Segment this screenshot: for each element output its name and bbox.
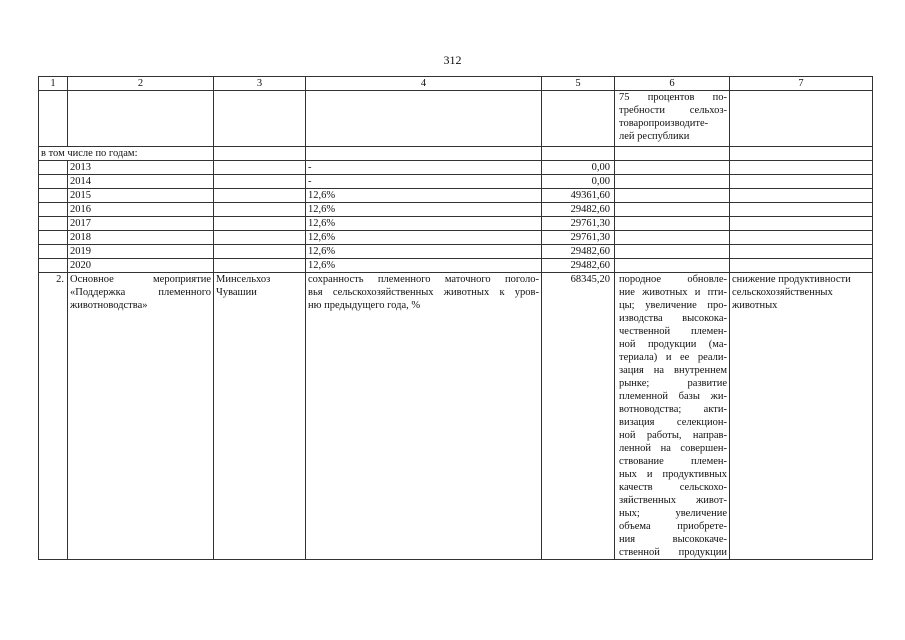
year-cell: 2017: [68, 217, 214, 231]
column-header: 3: [214, 77, 306, 91]
text-line: ню предыдущего года, %: [308, 300, 421, 311]
text-line: сохранность племенного маточного поголо-: [308, 274, 539, 285]
measure-amount: 68345,20: [542, 273, 615, 560]
text-line: качеств сельскохо-: [619, 482, 727, 493]
text-line: животных: [732, 300, 778, 311]
indicator-cell: -: [306, 175, 542, 189]
program-table: [38, 76, 873, 560]
text-line: лей республики: [619, 131, 690, 142]
measure-row: [39, 273, 873, 560]
text-line: племенной базы жи-: [619, 391, 727, 402]
table-row: [39, 245, 873, 259]
year-cell: 2015: [68, 189, 214, 203]
amount-cell: 29761,30: [542, 217, 615, 231]
table-row: [39, 189, 873, 203]
table-row: [39, 203, 873, 217]
year-cell: 2016: [68, 203, 214, 217]
text-line: товаропроизводите-: [619, 118, 709, 129]
measure-result: [615, 273, 730, 560]
measure-indicator: [306, 273, 542, 560]
text-line: требности сельхоз-: [619, 105, 727, 116]
indicator-cell: 12,6%: [306, 245, 542, 259]
years-caption-row: [39, 147, 873, 161]
table-row: [39, 231, 873, 245]
text-line: визация селекцион-: [619, 417, 727, 428]
year-cell: 2020: [68, 259, 214, 273]
text-line: Основное мероприятие: [70, 274, 211, 285]
table-row: [39, 175, 873, 189]
indicator-cell: 12,6%: [306, 231, 542, 245]
text-line: ствование племен-: [619, 456, 727, 467]
text-line: зяйственных живот-: [619, 495, 727, 506]
text-line: породное обновле-: [619, 274, 727, 285]
measure-number: 2.: [39, 273, 68, 560]
year-cell: 2019: [68, 245, 214, 259]
indicator-cell: 12,6%: [306, 189, 542, 203]
year-cell: 2014: [68, 175, 214, 189]
amount-cell: 29482,60: [542, 245, 615, 259]
text-line: ленной на совершен-: [619, 443, 727, 454]
year-cell: 2013: [68, 161, 214, 175]
indicator-cell: 12,6%: [306, 259, 542, 273]
text-line: териала) и ее реали-: [619, 352, 727, 363]
amount-cell: 0,00: [542, 175, 615, 189]
column-header: 1: [39, 77, 68, 91]
text-line: рынке; развитие: [619, 378, 727, 389]
text-line: вья сельскохозяйственных животных к уров-: [308, 287, 539, 298]
text-line: Минсельхоз: [216, 274, 271, 285]
measure-executor: [214, 273, 306, 560]
text-line: изводства высокока-: [619, 313, 727, 324]
text-line: 75 процентов по-: [619, 92, 727, 103]
years-caption: в том числе по годам:: [39, 147, 214, 161]
text-line: «Поддержка племенного: [70, 287, 211, 298]
text-line: чественной племен-: [619, 326, 727, 337]
indicator-cell: 12,6%: [306, 203, 542, 217]
measure-name: [68, 273, 214, 560]
column-number-row: [39, 77, 873, 91]
column-header: 4: [306, 77, 542, 91]
measure-consequence: [730, 273, 873, 560]
page-number: 312: [443, 53, 462, 67]
amount-cell: 0,00: [542, 161, 615, 175]
text-line: цы; увеличение про-: [619, 300, 727, 311]
text-line: зация на внутреннем: [619, 365, 727, 376]
year-cell: 2018: [68, 231, 214, 245]
text-line: ной продукции (ма-: [619, 339, 727, 350]
text-line: ния высококаче-: [619, 534, 727, 545]
text-line: ной работы, направ-: [619, 430, 727, 441]
text-line: ние животных и пти-: [619, 287, 727, 298]
indicator-cell: 12,6%: [306, 217, 542, 231]
text-line: ных и продуктивных: [619, 469, 727, 480]
indicator-cell: -: [306, 161, 542, 175]
text-line: ственной продукции: [619, 547, 727, 558]
column-header: 5: [542, 77, 615, 91]
amount-cell: 29482,60: [542, 203, 615, 217]
amount-cell: 49361,60: [542, 189, 615, 203]
text-line: объема приобрете-: [619, 521, 727, 532]
table-row: [39, 161, 873, 175]
text-line: вотноводства; акти-: [619, 404, 727, 415]
column-header: 6: [615, 77, 730, 91]
text-line: животноводства»: [70, 300, 148, 311]
amount-cell: 29761,30: [542, 231, 615, 245]
column-header: 7: [730, 77, 873, 91]
text-line: ных; увеличение: [619, 508, 727, 519]
continuation-row: [39, 91, 873, 147]
result-cell-continued: [615, 91, 730, 147]
text-line: снижение продуктивности: [732, 274, 851, 285]
text-line: Чувашии: [216, 287, 257, 298]
amount-cell: 29482,60: [542, 259, 615, 273]
column-header: 2: [68, 77, 214, 91]
table-row: [39, 259, 873, 273]
text-line: сельскохозяйственных: [732, 287, 833, 298]
table-row: [39, 217, 873, 231]
